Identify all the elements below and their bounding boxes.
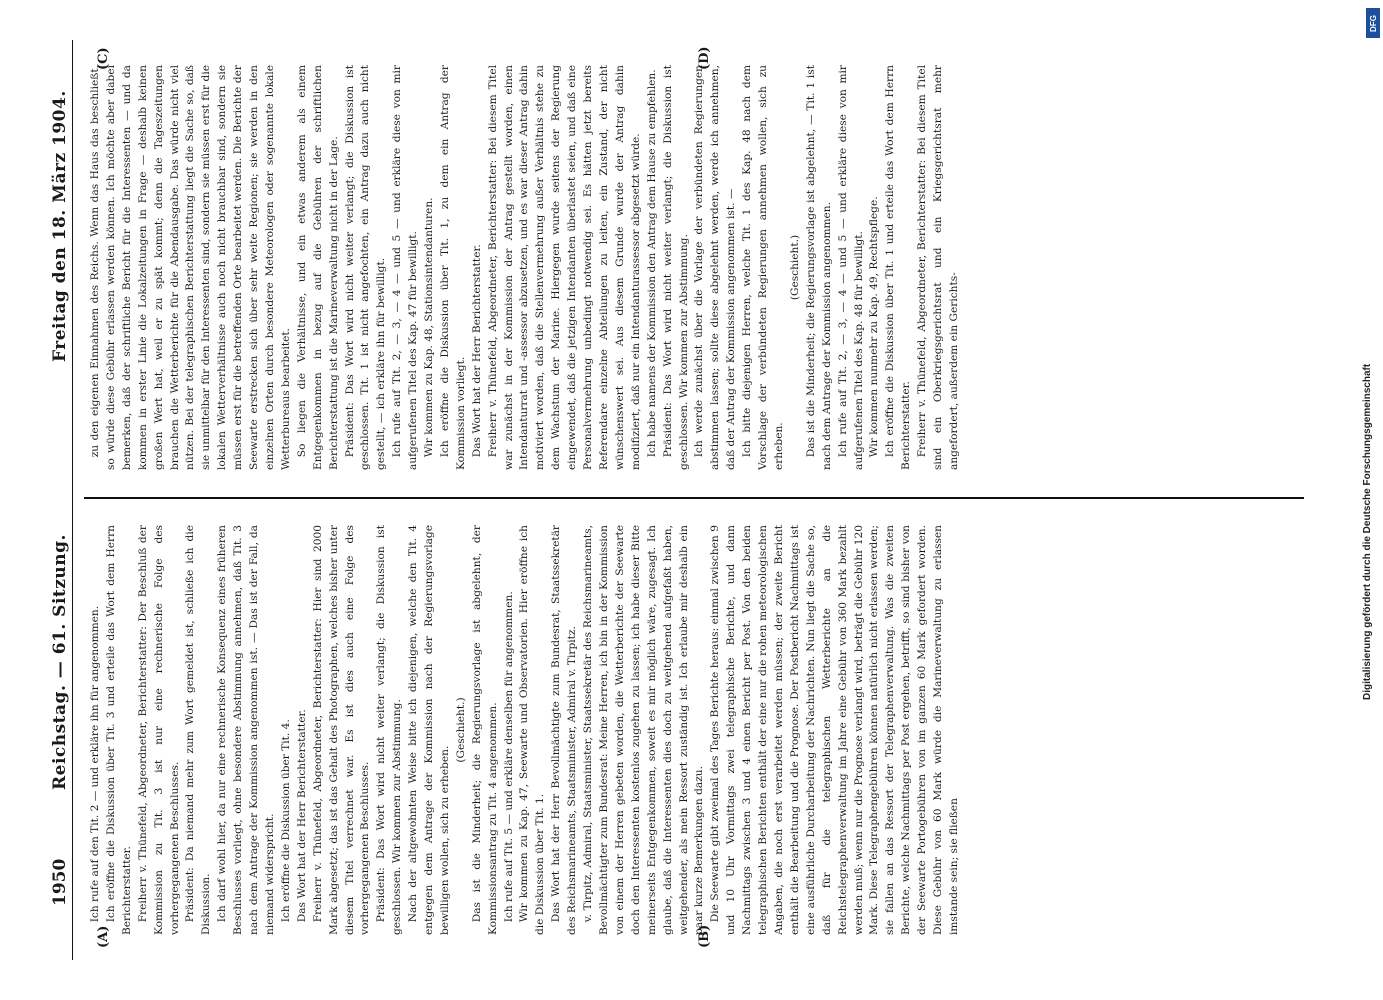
paragraph: Das ist die Minderheit; die Regierungsvorlage ist abgelehnt, der Kommissionsantrag zu Tit. 4 angenommen. [470, 525, 499, 935]
paragraph: Präsident: Das Wort wird nicht weiter verlangt; die Diskussion ist geschlossen. Wir kommen zur Abstimmung. [375, 525, 404, 935]
paragraph: Die Seewarte gibt zweimal des Tages Berichte heraus: einmal zwischen 9 und 10 Uhr Vormittags zwei telegraphische Berichte, und dann Nachmittags zwischen 3 und 4 einen Bericht per Post. Von den beiden telegraphischen Berichten enthält der eine nur die rohen meteorologischen Angaben, die noch erst verarbeitet werden müssen; der zweite Bericht enthält die Bearbeitung und die Prognose. Der Postbericht Nachmittags ist eine ausführliche Durcharbeitung der Nachrichten. Nun liegt die Sache so, daß für die telegraphischen Wetterberichte an die Reichstelegraphenverwaltung im Jahre eine Gebühr von 360 Mark bezahlt werden muß; wenn nur die Prognose verlangt wird, beträgt die Gebühr 120 Mark. Diese Telegraphengebühren können natürlich nicht erlassen werden; sie fallen an das Ressort der Telegraphenverwaltung. Was die zweiten Berichte, welche Nachmittags per Post ergehen, betrifft, so sind bisher von der Seewarte Portogebühren von im ganzen 60 Mark gefordert worden. Diese Gebühr von 60 Mark würde die Marineverwaltung zu erlassen imstande sein; sie fließen [709, 525, 960, 935]
paragraph: Wir kommen zu Kap. 47, Seewarte und Observatorien. Hier eröffne ich die Diskussion über Tit. 1. [518, 525, 547, 935]
paragraph: Das Wort hat der Herr Bevollmächtigte zum Bundesrat, Staatssekretär des Reichsmarineamts, Staatsminister, Admiral v. Tirpitz. [550, 525, 579, 935]
paragraph: Präsident: Das Wort wird nicht weiter verlangt; die Diskussion ist geschlossen. Wir kommen zur Abstimmung. [661, 65, 690, 470]
header-rule [72, 40, 73, 960]
paragraph: Ich eröffne die Diskussion über Tit. 1 und erteile das Wort dem Herrn Berichterstatter. [884, 65, 913, 470]
paragraph: Freiherr v. Thünefeld, Abgeordneter, Berichterstatter: Hier sind 2000 Mark abgesetzt; das ist das Gehalt des Photographen, welches bisher unter diesem Titel verrechnet war. Es ist dies auch eine Folge des vorhergegangenen Beschlusses. [311, 525, 372, 935]
dfg-logo-text: DFG [1368, 14, 1378, 32]
running-title-right: Freitag den 18. März 1904. [50, 90, 70, 362]
margin-mark-a: (A) [96, 925, 111, 948]
paragraph: Ich habe namens der Kommission den Antrag dem Hause zu empfehlen. [645, 69, 658, 458]
column-divider-line [84, 497, 1304, 499]
paragraph: Das Wort hat der Herr Berichterstatter. [470, 244, 483, 458]
paragraph: Ich rufe auf den Tit. 2 — und erkläre ihn für angenommen. [89, 605, 101, 923]
text-column-1 [88, 525, 1298, 935]
paragraph: Ich eröffne die Diskussion über Tit. 4. [279, 719, 292, 923]
paragraph: Ich rufe auf Tit. 5 — und erkläre denselben für angenommen. [502, 591, 515, 923]
paragraph: Nach der altgewohnten Weise bitte ich diejenigen, welche den Tit. 4 entgegen dem Antrage der Kommission nach der Regierungsvorlage bewilligen wollen, sich zu erheben. [407, 525, 451, 935]
paragraph: v. Tirpitz, Admiral, Staatsminister, Staatssekretär des Reichsmarineamts, Bevollmächtigter zum Bundesrat: Meine Herren, ich bin in der Kommission von einem der Herren gebeten worden, die Wetterberichte der Seewarte doch den Interessenten kostenlos zugehen zu lassen; ich habe dieser Bitte meinerseits Entgegenkommen, soweit es mir möglich wäre, zugesagt. Ich glaube, daß die Interessenten dies doch zu weitgehend aufgefaßt haben, weitgehender, als mein Ressort zuständig ist. Ich erlaube mir deshalb ein paar kurze Bemerkungen dazu. [582, 525, 706, 935]
paragraph: So liegen die Verhältnisse, und ein etwas anderem als einem Entgegenkommen in bezug auf die Gebühren der schriftlichen Berichterstattung ist die Marineverwaltung nicht in der Lage. [295, 65, 340, 470]
margin-mark-d: (D) [697, 46, 712, 70]
paragraph: (Geschieht.) [454, 697, 467, 763]
page-number: 1950 [50, 858, 70, 906]
paragraph: Freiherr v. Thünefeld, Abgeordneter, Berichterstatter: Der Beschluß der Kommission zu Tit. 3 ist nur eine rechnerische Folge des vorhergegangenen Beschlusses. [136, 525, 181, 935]
paragraph: Ich rufe auf Tit. 2, — 3, — 4 — und 5 — und erkläre diese von mir aufgerufenen Titel des Kap. 47 für bewilligt. [391, 65, 420, 470]
margin-mark-c: (C) [96, 47, 111, 70]
paragraph: Freiherr v. Thünefeld, Abgeordneter, Berichterstatter: Bei diesem Titel war zunächst in der Kommission der Antrag gestellt worden, einen Intendanturrat und -assessor abzusetzen, und es war dieser Antrag dahin motiviert worden, daß die Stellenvermehrung außer Verhältnis stehe zu dem Wachstum der Marine. Hiergegen wurde seitens der Regierung eingewendet, daß die jetzigen Intendanten überlastet seien, und daß eine Personalvermehrung unbedingt notwendig sei. Es hätten jetzt bereits Referendare einzelne Abteilungen zu leiten, ein Zustand, der nicht wünschenswert sei. Aus diesem Grunde wurde der Antrag dahin modifiziert, daß nur ein Intendanturassessor abgesetzt würde. [486, 65, 642, 470]
digitization-note: Digitalisierung gefördert durch die Deutsche Forschungsgemeinschaft [1362, 363, 1373, 700]
paragraph: Das ist die Minderheit; die Regierungsvorlage ist abgelehnt, — Tit. 1 ist nach dem Antrage der Kommission angenommen. [804, 65, 833, 470]
paragraph: Freiherr v. Thünefeld, Abgeordneter, Berichterstatter: Bei diesem Titel sind ein Oberkriegsgerichtsrat und ein Kriegsgerichtsrat mehr angefordert, außerdem ein Gerichts- [916, 65, 960, 470]
paragraph: Ich eröffne die Diskussion über Tit. 3 und erteile das Wort dem Herrn Berichterstatter. [104, 525, 133, 935]
paragraph: Ich rufe auf Tit. 2, — 3, — 4 — und 5 — und erkläre diese von mir aufgerufenen Titel des Kap. 48 für bewilligt. [836, 65, 865, 470]
paragraph: Wir kommen zu Kap. 48, Stationsintendanturen. [423, 197, 436, 458]
paragraph: Ich darf wohl hier, da nur eine rechnerische Konsequenz eines früheren Beschlusses vorliegt, ohne besondere Abstimmung annehmen, daß Tit. 3 nach dem Antrage der Kommission angenommen ist. — Das ist der Fall, da niemand widerspricht. [216, 525, 276, 935]
paragraph: Präsident: Das Wort wird nicht weiter verlangt; die Diskussion ist geschlossen. Tit. 1 ist nicht angefochten, ein Antrag dazu auch nicht gestellt, — ich erkläre ihn für bewilligt. [343, 65, 388, 470]
paragraph: Ich werde zunächst über die Vorlage der verbündeten Regierungen abstimmen lassen; sollte diese abgelehnt werden, werde ich annehmen, daß der Antrag der Kommission angenommen ist. — [693, 65, 738, 470]
paragraph: Präsident: Da niemand mehr zum Wort gemeldet ist, schließe ich die Diskussion. [184, 525, 213, 935]
margin-mark-b: (B) [697, 924, 712, 948]
dfg-logo [1366, 8, 1380, 38]
running-title-left: Reichstag. — 61. Sitzung. [50, 534, 70, 790]
paragraph: (Geschieht.) [788, 234, 801, 301]
paragraph: Ich eröffne die Diskussion über Tit. 1, zu dem ein Antrag der Kommission vorliegt. [438, 65, 467, 470]
paragraph: Das Wort hat der Herr Berichterstatter. [295, 709, 308, 923]
paragraph: zu den eigenen Einnahmen des Reichs. Wenn das Haus das beschließt, so würde diese Gebühr erlassen werden können. Ich möchte aber dabei bemerken, daß der schriftliche Bericht für die Interessenten — und da kommen in erster Linie die Lokalzeitungen in Frage — deshalb keinen großen Wert hat, weil er zu spät kommt; denn die Tageszeitungen brauchen die Wetterberichte für die Abendausgabe. Das würde nicht viel nützen. Bei der telegraphischen Berichterstattung liegt die Sache so, daß sie unmittelbar für den Interessenten sind, sondern sie müssen erst für die lokalen Wetterverhältnisse auch noch nicht brauchbar sind, sondern sie müssen erst für die betreffenden Orte bearbeitet werden. Die Berichte der Seewarte erstrecken sich über sehr weite Regionen; sie werden in den einzelnen Orten durch besondere Meteorologen oder sogenannte lokale Wetterbureaus bearbeitet. [89, 65, 292, 470]
paragraph: Wir kommen nunmehr zu Kap. 49, Rechtspflege. [868, 196, 881, 458]
text-column-2 [88, 65, 1298, 470]
paragraph: Ich bitte diejenigen Herren, welche Tit. 1 des Kap. 48 nach dem Vorschlage der verbündeten Regierungen annehmen wollen, sich zu erheben. [741, 65, 785, 470]
